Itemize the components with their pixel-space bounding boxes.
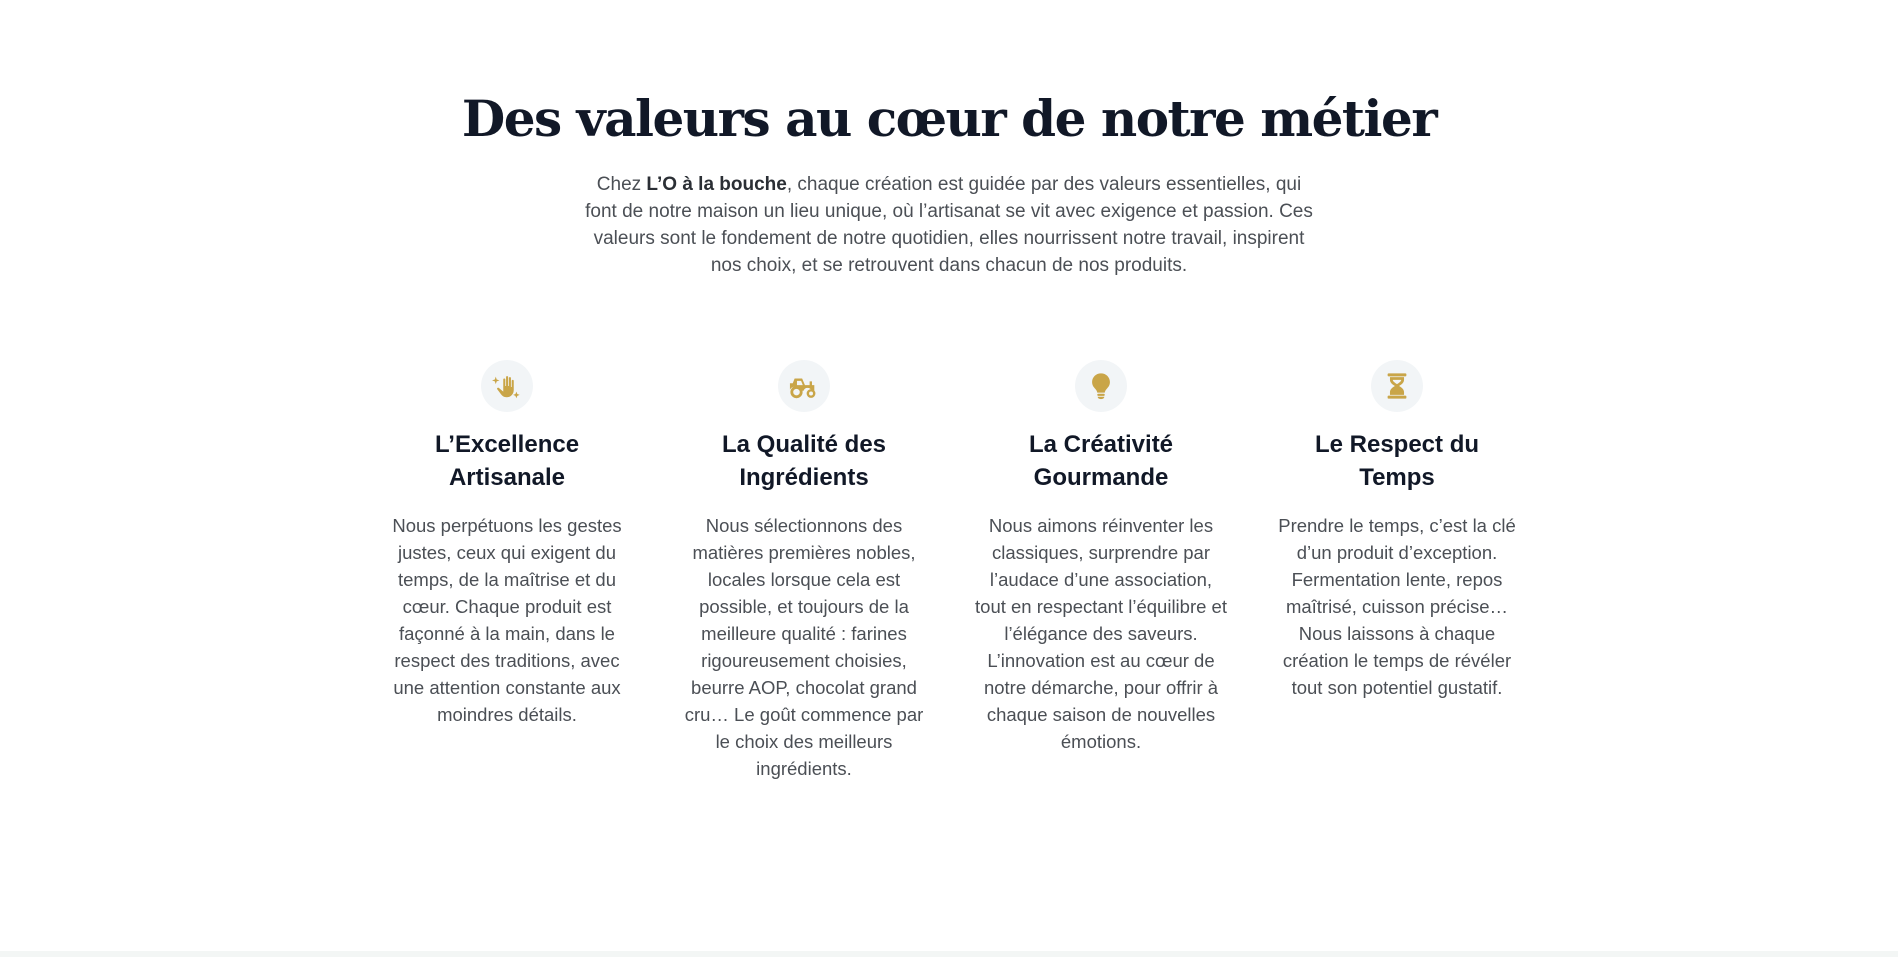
section-intro — [579, 171, 1319, 279]
card-title — [387, 428, 627, 494]
footer-divider — [0, 951, 1898, 957]
card-title-line: La Créativité — [1028, 431, 1174, 458]
card-title — [1277, 428, 1517, 494]
intro-suffix: , chaque création est guidée par des valeurs essentielles, qui font de notre maison un lieu unique, où l’artisanat se vit avec exigence et passion. Ces valeurs sont le fondement de notre quotidien, elles nourrissent notre travail, inspirent nos choix, et se retrouvent dans chacun de nos produits. — [585, 174, 1313, 276]
sparkle-hand-icon — [481, 360, 533, 412]
value-card-excellence — [377, 360, 637, 728]
card-title-line: Le Respect du — [1314, 431, 1480, 458]
lightbulb-icon — [1075, 360, 1127, 412]
hourglass-icon — [1371, 360, 1423, 412]
card-title — [684, 428, 924, 494]
card-text: Nous sélectionnons des matières premières nobles, locales lorsque cela est possible, et toujours de la meilleure qualité : farines rigoureusement choisies, beurre AOP, chocolat grand cru… Le goût commence par le choix des meilleurs ingrédients. — [684, 515, 924, 779]
card-title-line: Ingrédients — [739, 464, 869, 491]
intro-prefix: Chez — [596, 174, 647, 195]
card-text: Nous perpétuons les gestes justes, ceux qui exigent du temps, de la maîtrise et du cœur. Chaque produit est façonné à la main, dans le respect des traditions, avec une attention constante aux moindres détails. — [392, 515, 622, 725]
brand-name: L’O à la bouche — [646, 174, 787, 195]
value-card-ingredients — [674, 360, 934, 782]
card-text: Prendre le temps, c’est la clé d’un produit d’exception. Fermentation lente, repos maîtrisé, cuisson précise… Nous laissons à chaque création le temps de révéler tout son potentiel gustatif. — [1278, 515, 1516, 698]
card-title-line: L’Excellence — [434, 431, 580, 458]
card-title-line: Artisanale — [448, 464, 566, 491]
card-title — [981, 428, 1221, 494]
tractor-icon — [778, 360, 830, 412]
card-title-line: La Qualité des — [721, 431, 887, 458]
value-card-creativity — [971, 360, 1231, 755]
card-title-line: Temps — [1359, 464, 1435, 491]
value-card-time — [1267, 360, 1527, 701]
card-text: Nous aimons réinventer les classiques, surprendre par l’audace d’une association, tout en respectant l’équilibre et l’élégance des saveurs. L’innovation est au cœur de notre démarche, pour offrir à chaque saison de nouvelles émotions. — [975, 515, 1227, 752]
section-title: Des valeurs au cœur de notre métier — [461, 89, 1437, 148]
card-title-line: Gourmande — [1033, 464, 1169, 491]
